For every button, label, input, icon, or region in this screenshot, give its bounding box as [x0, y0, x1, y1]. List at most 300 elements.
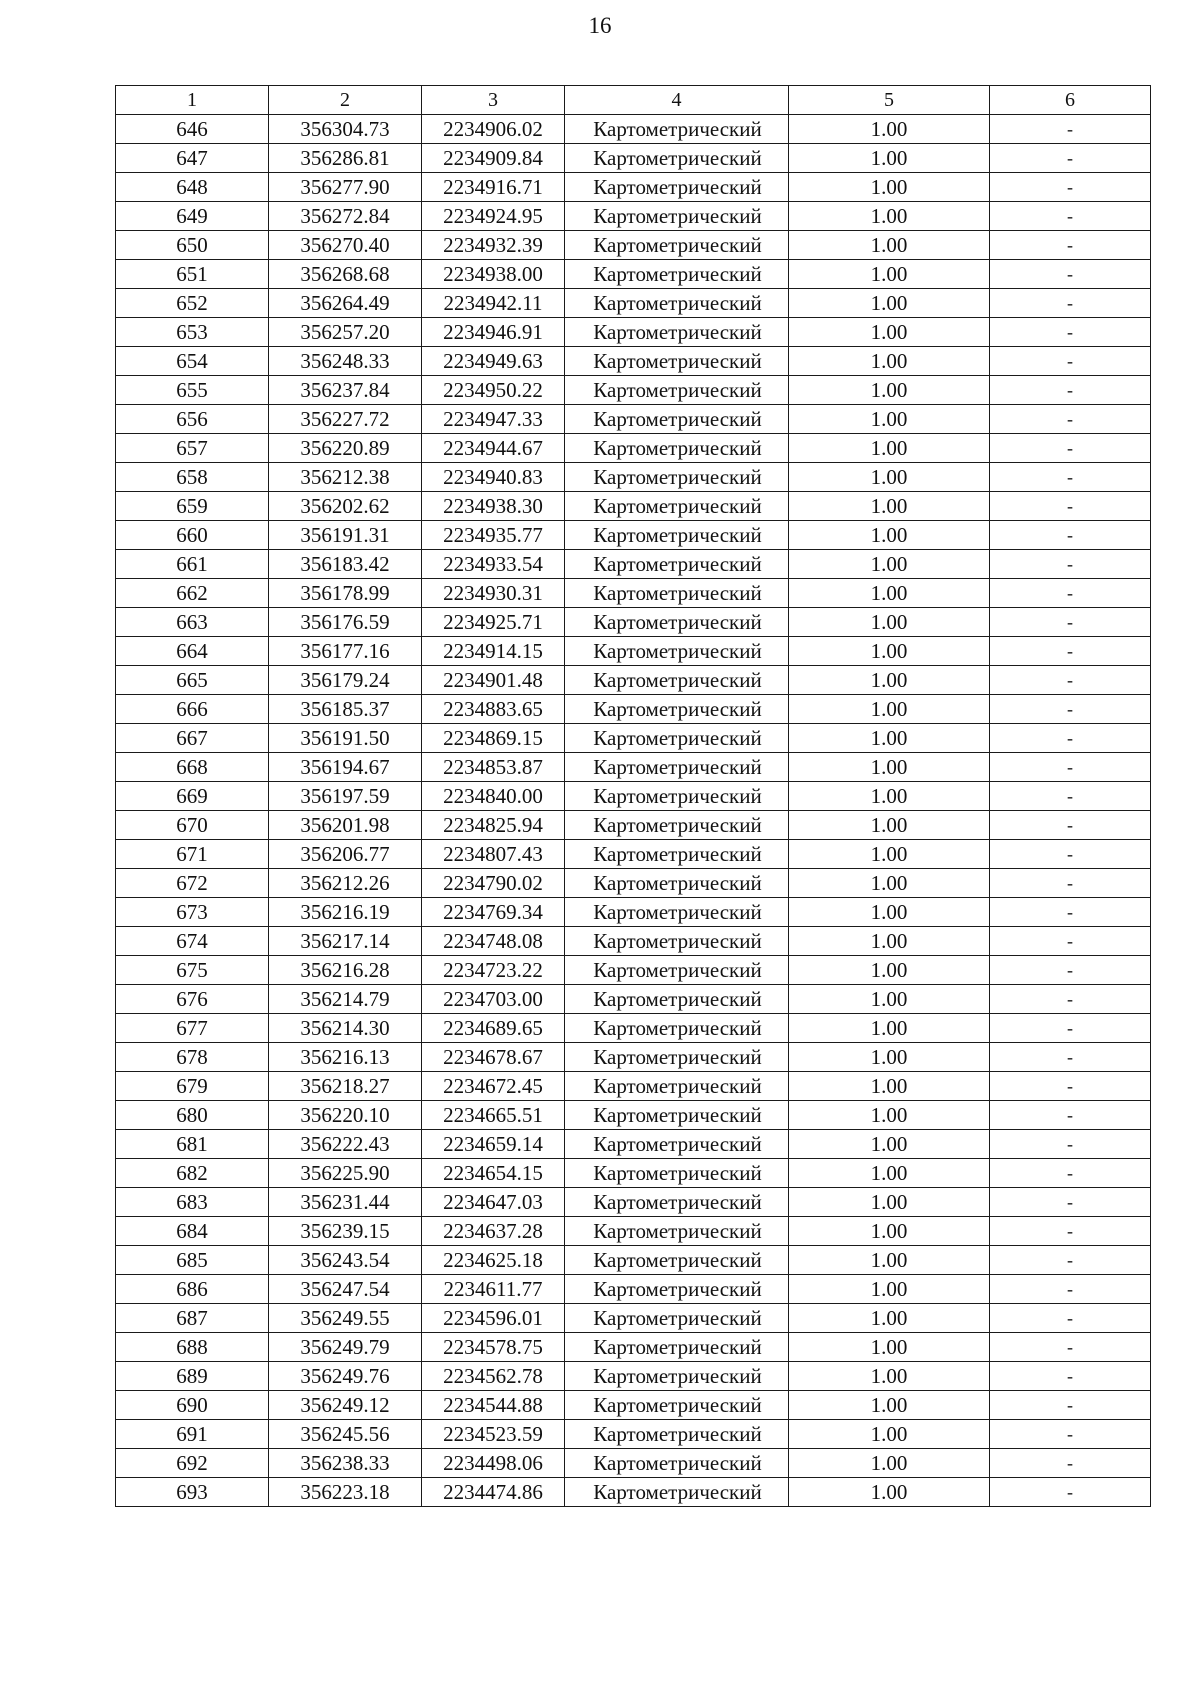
note-cell: -	[990, 1333, 1151, 1362]
accuracy-cell: 1.00	[789, 579, 990, 608]
table-row	[116, 1014, 1151, 1043]
note-cell: -	[990, 231, 1151, 260]
y-coordinate-cell: 2234906.02	[422, 115, 565, 144]
point-number-cell: 663	[116, 608, 269, 637]
y-coordinate-cell: 2234723.22	[422, 956, 565, 985]
accuracy-cell: 1.00	[789, 1072, 990, 1101]
accuracy-cell: 1.00	[789, 1420, 990, 1449]
y-coordinate-cell: 2234672.45	[422, 1072, 565, 1101]
x-coordinate-cell: 356304.73	[269, 115, 422, 144]
y-coordinate-cell: 2234869.15	[422, 724, 565, 753]
note-cell: -	[990, 376, 1151, 405]
accuracy-cell: 1.00	[789, 405, 990, 434]
y-coordinate-cell: 2234689.65	[422, 1014, 565, 1043]
table-row	[116, 840, 1151, 869]
point-number-cell: 677	[116, 1014, 269, 1043]
point-number-cell: 678	[116, 1043, 269, 1072]
note-cell: -	[990, 1449, 1151, 1478]
x-coordinate-cell: 356177.16	[269, 637, 422, 666]
note-cell: -	[990, 1391, 1151, 1420]
x-coordinate-cell: 356249.79	[269, 1333, 422, 1362]
note-cell: -	[990, 637, 1151, 666]
column-header-2: 2	[269, 86, 422, 115]
note-cell: -	[990, 840, 1151, 869]
accuracy-cell: 1.00	[789, 608, 990, 637]
y-coordinate-cell: 2234942.11	[422, 289, 565, 318]
point-number-cell: 693	[116, 1478, 269, 1507]
accuracy-cell: 1.00	[789, 550, 990, 579]
x-coordinate-cell: 356220.10	[269, 1101, 422, 1130]
accuracy-cell: 1.00	[789, 1275, 990, 1304]
table-row	[116, 782, 1151, 811]
y-coordinate-cell: 2234474.86	[422, 1478, 565, 1507]
method-cell: Картометрический	[565, 1449, 789, 1478]
point-number-cell: 665	[116, 666, 269, 695]
point-number-cell: 671	[116, 840, 269, 869]
table-row	[116, 550, 1151, 579]
method-cell: Картометрический	[565, 231, 789, 260]
method-cell: Картометрический	[565, 1246, 789, 1275]
method-cell: Картометрический	[565, 492, 789, 521]
table-body	[116, 115, 1151, 1507]
note-cell: -	[990, 405, 1151, 434]
table-row	[116, 753, 1151, 782]
method-cell: Картометрический	[565, 144, 789, 173]
note-cell: -	[990, 811, 1151, 840]
table-row	[116, 927, 1151, 956]
column-header-5: 5	[789, 86, 990, 115]
table-row	[116, 579, 1151, 608]
method-cell: Картометрический	[565, 521, 789, 550]
method-cell: Картометрический	[565, 463, 789, 492]
x-coordinate-cell: 356272.84	[269, 202, 422, 231]
y-coordinate-cell: 2234769.34	[422, 898, 565, 927]
point-number-cell: 647	[116, 144, 269, 173]
table-row	[116, 434, 1151, 463]
accuracy-cell: 1.00	[789, 1043, 990, 1072]
point-number-cell: 675	[116, 956, 269, 985]
method-cell: Картометрический	[565, 956, 789, 985]
y-coordinate-cell: 2234748.08	[422, 927, 565, 956]
point-number-cell: 668	[116, 753, 269, 782]
accuracy-cell: 1.00	[789, 202, 990, 231]
table-row	[116, 289, 1151, 318]
method-cell: Картометрический	[565, 1391, 789, 1420]
table-row	[116, 521, 1151, 550]
accuracy-cell: 1.00	[789, 898, 990, 927]
method-cell: Картометрический	[565, 753, 789, 782]
table-row	[116, 376, 1151, 405]
note-cell: -	[990, 1043, 1151, 1072]
point-number-cell: 658	[116, 463, 269, 492]
table-row	[116, 1217, 1151, 1246]
point-number-cell: 664	[116, 637, 269, 666]
x-coordinate-cell: 356239.15	[269, 1217, 422, 1246]
y-coordinate-cell: 2234703.00	[422, 985, 565, 1014]
table-row	[116, 1246, 1151, 1275]
point-number-cell: 669	[116, 782, 269, 811]
note-cell: -	[990, 521, 1151, 550]
y-coordinate-cell: 2234935.77	[422, 521, 565, 550]
y-coordinate-cell: 2234938.00	[422, 260, 565, 289]
note-cell: -	[990, 753, 1151, 782]
x-coordinate-cell: 356214.79	[269, 985, 422, 1014]
x-coordinate-cell: 356194.67	[269, 753, 422, 782]
accuracy-cell: 1.00	[789, 1362, 990, 1391]
note-cell: -	[990, 1275, 1151, 1304]
x-coordinate-cell: 356216.13	[269, 1043, 422, 1072]
table-row	[116, 1101, 1151, 1130]
column-header-3: 3	[422, 86, 565, 115]
y-coordinate-cell: 2234498.06	[422, 1449, 565, 1478]
x-coordinate-cell: 356197.59	[269, 782, 422, 811]
accuracy-cell: 1.00	[789, 1333, 990, 1362]
method-cell: Картометрический	[565, 1217, 789, 1246]
x-coordinate-cell: 356245.56	[269, 1420, 422, 1449]
point-number-cell: 666	[116, 695, 269, 724]
note-cell: -	[990, 1130, 1151, 1159]
table-row	[116, 1333, 1151, 1362]
x-coordinate-cell: 356227.72	[269, 405, 422, 434]
point-number-cell: 656	[116, 405, 269, 434]
accuracy-cell: 1.00	[789, 1391, 990, 1420]
table-row	[116, 1362, 1151, 1391]
table-row	[116, 405, 1151, 434]
y-coordinate-cell: 2234901.48	[422, 666, 565, 695]
accuracy-cell: 1.00	[789, 1217, 990, 1246]
x-coordinate-cell: 356225.90	[269, 1159, 422, 1188]
y-coordinate-cell: 2234914.15	[422, 637, 565, 666]
point-number-cell: 651	[116, 260, 269, 289]
y-coordinate-cell: 2234909.84	[422, 144, 565, 173]
y-coordinate-cell: 2234950.22	[422, 376, 565, 405]
accuracy-cell: 1.00	[789, 753, 990, 782]
point-number-cell: 688	[116, 1333, 269, 1362]
accuracy-cell: 1.00	[789, 1159, 990, 1188]
method-cell: Картометрический	[565, 927, 789, 956]
accuracy-cell: 1.00	[789, 260, 990, 289]
method-cell: Картометрический	[565, 1275, 789, 1304]
note-cell: -	[990, 202, 1151, 231]
note-cell: -	[990, 1217, 1151, 1246]
x-coordinate-cell: 356216.19	[269, 898, 422, 927]
accuracy-cell: 1.00	[789, 463, 990, 492]
point-number-cell: 683	[116, 1188, 269, 1217]
x-coordinate-cell: 356223.18	[269, 1478, 422, 1507]
x-coordinate-cell: 356270.40	[269, 231, 422, 260]
note-cell: -	[990, 898, 1151, 927]
method-cell: Картометрический	[565, 1101, 789, 1130]
table-row	[116, 260, 1151, 289]
x-coordinate-cell: 356243.54	[269, 1246, 422, 1275]
y-coordinate-cell: 2234807.43	[422, 840, 565, 869]
y-coordinate-cell: 2234947.33	[422, 405, 565, 434]
table-row	[116, 1130, 1151, 1159]
point-number-cell: 652	[116, 289, 269, 318]
column-header-4: 4	[565, 86, 789, 115]
y-coordinate-cell: 2234611.77	[422, 1275, 565, 1304]
y-coordinate-cell: 2234930.31	[422, 579, 565, 608]
method-cell: Картометрический	[565, 202, 789, 231]
table-row	[116, 1304, 1151, 1333]
x-coordinate-cell: 356176.59	[269, 608, 422, 637]
table-row	[116, 1420, 1151, 1449]
accuracy-cell: 1.00	[789, 724, 990, 753]
x-coordinate-cell: 356277.90	[269, 173, 422, 202]
note-cell: -	[990, 579, 1151, 608]
y-coordinate-cell: 2234654.15	[422, 1159, 565, 1188]
table-row	[116, 1449, 1151, 1478]
accuracy-cell: 1.00	[789, 637, 990, 666]
table-row	[116, 898, 1151, 927]
note-cell: -	[990, 260, 1151, 289]
x-coordinate-cell: 356212.38	[269, 463, 422, 492]
table-row	[116, 811, 1151, 840]
x-coordinate-cell: 356257.20	[269, 318, 422, 347]
accuracy-cell: 1.00	[789, 347, 990, 376]
table-row	[116, 1159, 1151, 1188]
method-cell: Картометрический	[565, 289, 789, 318]
point-number-cell: 686	[116, 1275, 269, 1304]
method-cell: Картометрический	[565, 1188, 789, 1217]
table-row	[116, 608, 1151, 637]
table-row	[116, 318, 1151, 347]
y-coordinate-cell: 2234578.75	[422, 1333, 565, 1362]
note-cell: -	[990, 115, 1151, 144]
accuracy-cell: 1.00	[789, 434, 990, 463]
x-coordinate-cell: 356249.12	[269, 1391, 422, 1420]
accuracy-cell: 1.00	[789, 840, 990, 869]
table-row	[116, 1188, 1151, 1217]
point-number-cell: 662	[116, 579, 269, 608]
note-cell: -	[990, 1159, 1151, 1188]
point-number-cell: 684	[116, 1217, 269, 1246]
x-coordinate-cell: 356231.44	[269, 1188, 422, 1217]
x-coordinate-cell: 356248.33	[269, 347, 422, 376]
point-number-cell: 660	[116, 521, 269, 550]
x-coordinate-cell: 356201.98	[269, 811, 422, 840]
point-number-cell: 685	[116, 1246, 269, 1275]
x-coordinate-cell: 356238.33	[269, 1449, 422, 1478]
table-row	[116, 347, 1151, 376]
method-cell: Картометрический	[565, 666, 789, 695]
method-cell: Картометрический	[565, 869, 789, 898]
method-cell: Картометрический	[565, 1478, 789, 1507]
x-coordinate-cell: 356220.89	[269, 434, 422, 463]
note-cell: -	[990, 1304, 1151, 1333]
method-cell: Картометрический	[565, 405, 789, 434]
note-cell: -	[990, 434, 1151, 463]
y-coordinate-cell: 2234925.71	[422, 608, 565, 637]
x-coordinate-cell: 356214.30	[269, 1014, 422, 1043]
point-number-cell: 646	[116, 115, 269, 144]
method-cell: Картометрический	[565, 1014, 789, 1043]
note-cell: -	[990, 463, 1151, 492]
point-number-cell: 657	[116, 434, 269, 463]
point-number-cell: 650	[116, 231, 269, 260]
accuracy-cell: 1.00	[789, 782, 990, 811]
table-row	[116, 1478, 1151, 1507]
method-cell: Картометрический	[565, 1362, 789, 1391]
y-coordinate-cell: 2234625.18	[422, 1246, 565, 1275]
note-cell: -	[990, 1362, 1151, 1391]
table-header-row	[116, 86, 1151, 115]
method-cell: Картометрический	[565, 1043, 789, 1072]
point-number-cell: 648	[116, 173, 269, 202]
point-number-cell: 649	[116, 202, 269, 231]
method-cell: Картометрический	[565, 985, 789, 1014]
y-coordinate-cell: 2234659.14	[422, 1130, 565, 1159]
method-cell: Картометрический	[565, 695, 789, 724]
note-cell: -	[990, 1014, 1151, 1043]
method-cell: Картометрический	[565, 811, 789, 840]
point-number-cell: 654	[116, 347, 269, 376]
accuracy-cell: 1.00	[789, 1304, 990, 1333]
x-coordinate-cell: 356222.43	[269, 1130, 422, 1159]
method-cell: Картометрический	[565, 434, 789, 463]
y-coordinate-cell: 2234825.94	[422, 811, 565, 840]
accuracy-cell: 1.00	[789, 376, 990, 405]
table-row	[116, 956, 1151, 985]
y-coordinate-cell: 2234647.03	[422, 1188, 565, 1217]
column-header-6: 6	[990, 86, 1151, 115]
accuracy-cell: 1.00	[789, 869, 990, 898]
accuracy-cell: 1.00	[789, 1188, 990, 1217]
method-cell: Картометрический	[565, 1130, 789, 1159]
note-cell: -	[990, 869, 1151, 898]
table-row	[116, 173, 1151, 202]
point-number-cell: 692	[116, 1449, 269, 1478]
table-row	[116, 869, 1151, 898]
note-cell: -	[990, 927, 1151, 956]
y-coordinate-cell: 2234840.00	[422, 782, 565, 811]
x-coordinate-cell: 356237.84	[269, 376, 422, 405]
y-coordinate-cell: 2234932.39	[422, 231, 565, 260]
accuracy-cell: 1.00	[789, 927, 990, 956]
accuracy-cell: 1.00	[789, 1478, 990, 1507]
table-row	[116, 231, 1151, 260]
accuracy-cell: 1.00	[789, 811, 990, 840]
accuracy-cell: 1.00	[789, 492, 990, 521]
accuracy-cell: 1.00	[789, 289, 990, 318]
y-coordinate-cell: 2234946.91	[422, 318, 565, 347]
table-row	[116, 1391, 1151, 1420]
x-coordinate-cell: 356178.99	[269, 579, 422, 608]
table-row	[116, 463, 1151, 492]
table-row	[116, 666, 1151, 695]
method-cell: Картометрический	[565, 115, 789, 144]
point-number-cell: 659	[116, 492, 269, 521]
method-cell: Картометрический	[565, 1304, 789, 1333]
table-row	[116, 724, 1151, 753]
coordinates-table	[115, 85, 1151, 1507]
table-row	[116, 1072, 1151, 1101]
y-coordinate-cell: 2234949.63	[422, 347, 565, 376]
note-cell: -	[990, 318, 1151, 347]
point-number-cell: 689	[116, 1362, 269, 1391]
method-cell: Картометрический	[565, 1159, 789, 1188]
accuracy-cell: 1.00	[789, 1101, 990, 1130]
x-coordinate-cell: 356249.76	[269, 1362, 422, 1391]
accuracy-cell: 1.00	[789, 1130, 990, 1159]
note-cell: -	[990, 1246, 1151, 1275]
column-header-1: 1	[116, 86, 269, 115]
accuracy-cell: 1.00	[789, 144, 990, 173]
method-cell: Картометрический	[565, 1072, 789, 1101]
table-row	[116, 1043, 1151, 1072]
y-coordinate-cell: 2234940.83	[422, 463, 565, 492]
y-coordinate-cell: 2234853.87	[422, 753, 565, 782]
x-coordinate-cell: 356247.54	[269, 1275, 422, 1304]
x-coordinate-cell: 356212.26	[269, 869, 422, 898]
table-row	[116, 202, 1151, 231]
table-row	[116, 115, 1151, 144]
accuracy-cell: 1.00	[789, 985, 990, 1014]
accuracy-cell: 1.00	[789, 1449, 990, 1478]
note-cell: -	[990, 1101, 1151, 1130]
note-cell: -	[990, 347, 1151, 376]
method-cell: Картометрический	[565, 376, 789, 405]
accuracy-cell: 1.00	[789, 1014, 990, 1043]
note-cell: -	[990, 782, 1151, 811]
table-row	[116, 492, 1151, 521]
point-number-cell: 667	[116, 724, 269, 753]
point-number-cell: 670	[116, 811, 269, 840]
x-coordinate-cell: 356218.27	[269, 1072, 422, 1101]
y-coordinate-cell: 2234938.30	[422, 492, 565, 521]
x-coordinate-cell: 356264.49	[269, 289, 422, 318]
point-number-cell: 672	[116, 869, 269, 898]
x-coordinate-cell: 356185.37	[269, 695, 422, 724]
accuracy-cell: 1.00	[789, 521, 990, 550]
point-number-cell: 655	[116, 376, 269, 405]
x-coordinate-cell: 356191.50	[269, 724, 422, 753]
method-cell: Картометрический	[565, 1333, 789, 1362]
accuracy-cell: 1.00	[789, 1246, 990, 1275]
method-cell: Картометрический	[565, 347, 789, 376]
note-cell: -	[990, 695, 1151, 724]
accuracy-cell: 1.00	[789, 115, 990, 144]
method-cell: Картометрический	[565, 579, 789, 608]
x-coordinate-cell: 356286.81	[269, 144, 422, 173]
x-coordinate-cell: 356191.31	[269, 521, 422, 550]
method-cell: Картометрический	[565, 173, 789, 202]
y-coordinate-cell: 2234678.67	[422, 1043, 565, 1072]
table-row	[116, 1275, 1151, 1304]
note-cell: -	[990, 144, 1151, 173]
note-cell: -	[990, 289, 1151, 318]
note-cell: -	[990, 492, 1151, 521]
y-coordinate-cell: 2234790.02	[422, 869, 565, 898]
method-cell: Картометрический	[565, 898, 789, 927]
table-row	[116, 695, 1151, 724]
method-cell: Картометрический	[565, 318, 789, 347]
y-coordinate-cell: 2234523.59	[422, 1420, 565, 1449]
point-number-cell: 674	[116, 927, 269, 956]
method-cell: Картометрический	[565, 608, 789, 637]
table-row	[116, 985, 1151, 1014]
x-coordinate-cell: 356249.55	[269, 1304, 422, 1333]
page-number: 16	[588, 13, 612, 38]
note-cell: -	[990, 1072, 1151, 1101]
y-coordinate-cell: 2234883.65	[422, 695, 565, 724]
accuracy-cell: 1.00	[789, 666, 990, 695]
point-number-cell: 676	[116, 985, 269, 1014]
y-coordinate-cell: 2234596.01	[422, 1304, 565, 1333]
y-coordinate-cell: 2234933.54	[422, 550, 565, 579]
y-coordinate-cell: 2234665.51	[422, 1101, 565, 1130]
table-header	[116, 86, 1151, 115]
